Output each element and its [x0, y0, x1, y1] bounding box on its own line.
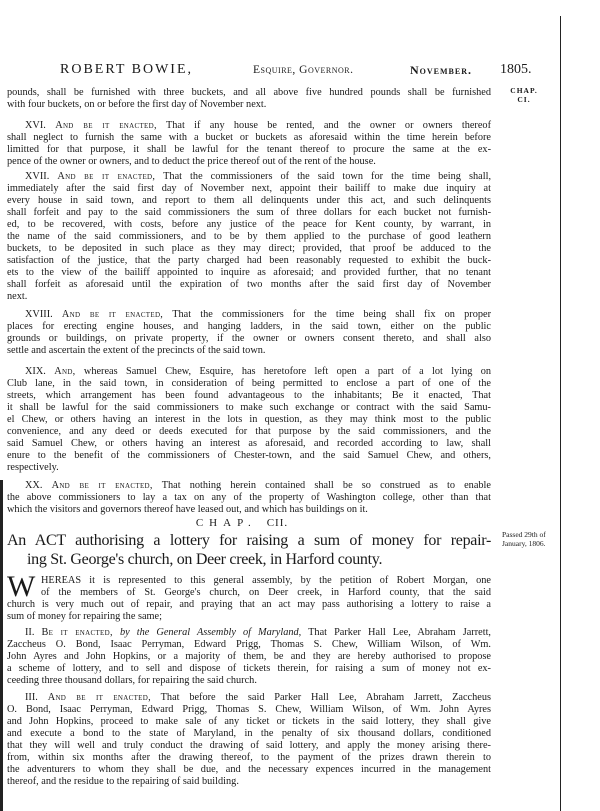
- drop-cap: W: [7, 570, 36, 603]
- section-number: XVI.: [25, 120, 46, 131]
- text-line: it shall be lawful for the said commissioners to make such exchange or contract with the said Samu-: [7, 402, 491, 413]
- text-line: from, within six months after the drawing thereof, to the payment of the prizes drawn therein to: [7, 752, 491, 763]
- passed-line-2: January, 1806.: [502, 539, 546, 548]
- line-text: That the commissioners for the time being shall fix on proper: [172, 309, 491, 320]
- text-line: ceeding three thousand dollars, for repairing the said church.: [7, 675, 257, 686]
- text-line: el Chew, or others having an interest in the lots in question, as they may think most to the public: [7, 414, 491, 425]
- act-title: [7, 531, 491, 569]
- text-line: immediately after the said first day of November next, appoint their bailiff to make due inquiry at: [7, 183, 491, 194]
- chapter-heading: [0, 517, 484, 529]
- text-line: enure to the benefit of the commissioners of Chester-town, and the said Samuel Chew, and others,: [7, 450, 491, 461]
- chapter-label: CHAP.: [195, 517, 257, 529]
- section-xx: [7, 480, 491, 516]
- header-governor-title: Esquire, Governor.: [253, 64, 354, 76]
- text-line: [7, 692, 491, 704]
- line-text: That nothing herein contained shall be so construed as to enable: [161, 480, 491, 491]
- section-number: XVII.: [25, 171, 50, 182]
- margin-passed-note: [502, 530, 546, 548]
- text-line: HEREAS it is represented to this general assembly, by the petition of Robert Morgan, one: [41, 575, 491, 586]
- passed-line-1: Passed 29th of: [502, 530, 546, 539]
- text-line: [7, 309, 491, 321]
- section-number: III.: [25, 692, 38, 703]
- text-line: with four buckets, on or before the first day of November next.: [7, 99, 267, 110]
- text-line: thereof, and the residue to the repairing of said building.: [7, 776, 239, 787]
- enacting-clause: And be it enacted,: [55, 120, 157, 131]
- section-xviii: [7, 309, 491, 357]
- section-number: II.: [25, 627, 35, 638]
- text-line: John Ayres and John Hopkins, or a majority of them, be and they are hereby authorised to propose: [7, 651, 491, 662]
- text-line: shall forfeit and pay to the said commissioners the sum of three dollars for each bucket not furnish-: [7, 207, 491, 218]
- section-iii: [7, 692, 491, 788]
- text-line: next.: [7, 291, 28, 302]
- text-line: and John Hopkins, proceed to make sale of any ticket or tickets in the said lottery, they shall give: [7, 716, 491, 727]
- text-line: said Samuel Chew, or others having an interest as aforesaid, and recorded according to law, shall: [7, 438, 491, 449]
- header-year: 1805.: [500, 62, 532, 77]
- text-line: shall neglect to furnish the same with a bucket or buckets as aforesaid within the time herein before: [7, 132, 491, 143]
- line-text: That the commissioners of the said town for the time being shall,: [163, 171, 492, 182]
- section-number: XIX.: [25, 366, 46, 377]
- text-line: that they will well and truly conduct the drawing of said lottery, and apply the money arising there-: [7, 740, 491, 751]
- header-month: November.: [410, 63, 473, 77]
- margin-chap-number: CI.: [517, 95, 531, 104]
- text-line: pounds, shall be furnished with three buckets, and all above five hundred pounds shall be furnished: [7, 87, 491, 98]
- text-line: satisfaction of the justice, that the party charged had been reasonably requested to exhibit the buck-: [7, 255, 491, 266]
- text-line: [7, 480, 491, 492]
- section-xix: [7, 366, 491, 474]
- text-line: and execute a bond to the state of Maryland, in the penalty of six thousand dollars, conditioned: [7, 728, 491, 739]
- enacting-clause: And be it enacted,: [51, 480, 153, 491]
- enacting-clause: And be it enacted,: [47, 692, 151, 703]
- enacting-clause: And be it enacted,: [61, 309, 164, 320]
- text-line: sum of money for repairing the same;: [7, 611, 162, 622]
- enacting-clause: And be it enacted,: [57, 171, 156, 182]
- section-xvii: [7, 171, 491, 303]
- text-line: ed, to be recovered, with costs, before any justice of the peace for Kent county, by warrant, in: [7, 219, 491, 230]
- enacting-clause: Be it enacted,: [41, 627, 113, 638]
- text-line: Zaccheus O. Bond, Isaac Perryman, Edward Prigg, Thomas S. Chew, William Wilson, of Wm.: [7, 639, 491, 650]
- section-xvi: [7, 120, 491, 168]
- text-line: pence of the owner or owners, and to deduct the price thereof out of the rent of the house.: [7, 156, 376, 167]
- line-text: That if any house be rented, and the owner or owners thereof: [165, 120, 491, 131]
- preamble: [7, 570, 491, 623]
- line-text: whereas Samuel Chew, Esquire, has heretofore left open a part of a lot lying on: [83, 366, 491, 377]
- text-line: [7, 366, 491, 378]
- running-header: [0, 62, 600, 80]
- text-line: [7, 627, 491, 639]
- page-edge-rule: [560, 16, 561, 811]
- continuation: [7, 87, 491, 111]
- section-number: XVIII.: [25, 309, 53, 320]
- text-line: a scheme of lottery, and to sell and dispose of tickets therein, for raising a sum of money not ex-: [7, 663, 491, 674]
- enacting-authority: by the General Assembly of Maryland,: [119, 627, 302, 638]
- text-line: streets, which arrangement has been found advantageous to the inhabitants; Be it enacted, That: [7, 390, 491, 401]
- chapter-number: CII.: [266, 517, 289, 529]
- text-line: Club lane, in the said town, in consideration of being permitted to enclose a part of one of the: [7, 378, 491, 389]
- line-text: That before the said Parker Hall Lee, Abraham Jarrett, Zaccheus: [160, 692, 491, 703]
- text-line: which the visitors and governors thereof have leased out, and which has buildings on it.: [7, 504, 368, 515]
- text-line: [7, 120, 491, 132]
- text-line: places for erecting engine houses, and hanging ladders, in the said town, either on the public: [7, 321, 491, 332]
- margin-chap-label: CHAP.: [510, 86, 538, 95]
- act-title-line-1: An ACT authorising a lottery for raising a sum of money for repair-: [7, 532, 491, 549]
- section-number: XX.: [25, 480, 43, 491]
- text-line: the above commissioners to lay a tax on any of the property of Washington college, other than that: [7, 492, 491, 503]
- text-line: respectively.: [7, 462, 59, 473]
- text-line: ets to the view of the bailiff appointed to inquire as aforesaid; and provided further, that no tenant: [7, 267, 491, 278]
- text-line: the name of the said commissioners, and to be by them applied to the purchase of good leathern: [7, 231, 491, 242]
- section-ii: [7, 627, 491, 687]
- act-title-line-2: ing St. George's church, on Deer creek, in Harford county.: [27, 551, 383, 568]
- scan-edge-shadow: [0, 480, 3, 811]
- text-line: church is very much out of repair, and praying that an act may pass authorising a lottery to raise a: [7, 599, 491, 610]
- text-line: O. Bond, Isaac Perryman, Edward Prigg, Thomas S. Chew, William Wilson, of Wm. John Ayres: [7, 704, 491, 715]
- text-line: convenience, and any deed or deeds executed for that purpose by the said commissioners, and the: [7, 426, 491, 437]
- text-line: limitted for that purpose, it shall be lawful for the tenant thereof to procure the same at the ex-: [7, 144, 491, 155]
- enacting-clause: And,: [54, 366, 76, 377]
- margin-chapter-note: [506, 86, 542, 104]
- text-line: the adventurers to whom they shall be due, and the necessary expences incurred in the management: [7, 764, 491, 775]
- text-line: of the members of St. George's church, on Deer creek, in Harford county, that the said: [41, 587, 491, 598]
- line-text: That Parker Hall Lee, Abraham Jarrett,: [308, 627, 492, 638]
- text-line: settle and ascertain the extent of the precincts of the said town.: [7, 345, 266, 356]
- text-line: every house in said town, and report to them all delinquents under this act, and such delinquents: [7, 195, 491, 206]
- text-line: shall forfeit as aforesaid until the expiration of two months after the said first day of November: [7, 279, 491, 290]
- text-line: grounds or buildings, on private property, if the owner or owners consent thereto, and shall also: [7, 333, 491, 344]
- text-line: [7, 171, 491, 183]
- text-line: buckets, to be deposited in such place as they may direct; provided, that proof be adduced to the: [7, 243, 491, 254]
- header-governor-name: ROBERT BOWIE,: [60, 62, 194, 77]
